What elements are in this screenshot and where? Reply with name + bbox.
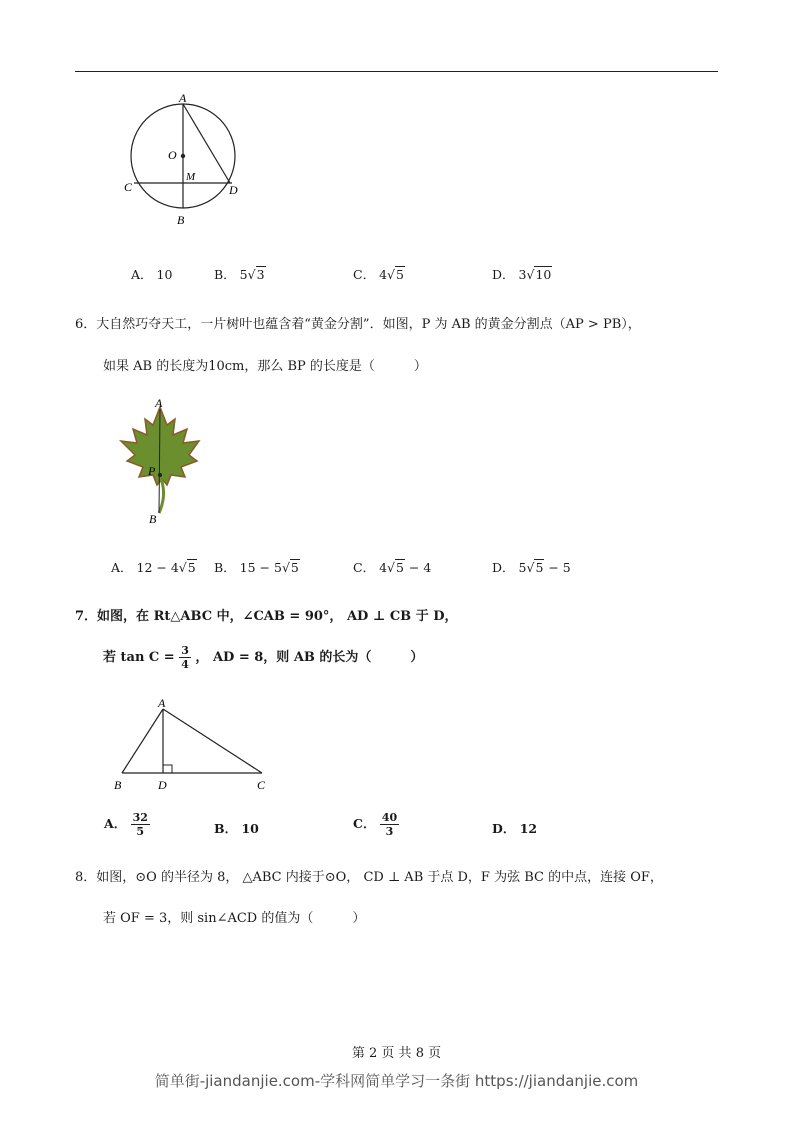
q8-line1: 8．如图，⊙O 的半径为 8， △ABC 内接于⊙O， CD ⊥ AB 于点 D，F 为弦 BC 的中点，连接 OF， bbox=[75, 870, 663, 885]
label-b: B bbox=[149, 512, 157, 526]
right-angle-mark bbox=[163, 765, 172, 773]
label-a: A bbox=[158, 696, 166, 710]
q6-number: 6． bbox=[75, 317, 97, 332]
q5-option-b[interactable]: B． 5√3 bbox=[214, 267, 265, 282]
q7-option-a[interactable]: A． $\frac{32}{5}$ bbox=[104, 811, 148, 838]
label-a: A bbox=[179, 91, 187, 105]
q7-option-d[interactable]: D． 12 bbox=[492, 821, 538, 836]
side-ab bbox=[122, 709, 163, 773]
label-c: C bbox=[257, 778, 266, 792]
q6-leaf-figure bbox=[115, 395, 210, 527]
q6-option-c[interactable]: C． 4√5 − 4 bbox=[353, 560, 432, 575]
q6-option-a[interactable]: A． 12 − 4√5 bbox=[111, 560, 196, 575]
q6-line2: 如果 AB 的长度为10cm，那么 BP 的长度是（ ） bbox=[103, 359, 427, 374]
watermark[interactable]: 简单街-jiandanjie.com-学科网简单学习一条街 https://jiandanjie.com bbox=[154, 1072, 639, 1090]
label-c: C bbox=[124, 180, 133, 194]
label-m: M bbox=[186, 171, 196, 183]
q6-option-b[interactable]: B． 15 − 5√5 bbox=[214, 560, 299, 575]
q6-option-d[interactable]: D． 5√5 − 5 bbox=[492, 560, 571, 575]
q5-circle-figure bbox=[118, 88, 258, 230]
label-a: A bbox=[155, 396, 163, 410]
tan-fraction: $\frac{3}{4}$ bbox=[181, 644, 189, 671]
q8-number: 8． bbox=[75, 870, 97, 885]
header-rule bbox=[75, 71, 718, 72]
label-d: D bbox=[229, 183, 238, 197]
page-number: 第 2 页 共 8 页 bbox=[351, 1046, 442, 1061]
q7-option-c[interactable]: C． $\frac{40}{3}$ bbox=[353, 811, 398, 838]
q7-line1: 7．如图，在 Rt△ABC 中，∠CAB = 90°， AD ⊥ CB 于 D， bbox=[75, 609, 458, 624]
q6-line1: 6．大自然巧夺天工，一片树叶也蕴含着“黄金分割”．如图，P 为 AB 的黄金分割点（AP > PB）， bbox=[75, 317, 641, 332]
q5-option-c[interactable]: C． 4√5 bbox=[353, 267, 404, 282]
q7-option-b[interactable]: B． 10 bbox=[214, 821, 259, 836]
q5-option-a[interactable]: A． 10 bbox=[131, 267, 173, 282]
label-d: D bbox=[158, 778, 167, 792]
label-p: P bbox=[148, 464, 156, 478]
side-ac bbox=[163, 709, 262, 773]
q8-line2: 若 OF = 3，则 sin∠ACD 的值为（ ） bbox=[103, 911, 366, 926]
label-b: B bbox=[114, 778, 122, 792]
q7-number: 7． bbox=[75, 609, 98, 624]
q7-triangle-figure bbox=[110, 695, 275, 793]
q5-option-d[interactable]: D． 3√10 bbox=[492, 267, 552, 282]
point-p bbox=[158, 473, 162, 477]
label-b: B bbox=[177, 213, 185, 227]
label-o: O bbox=[168, 148, 177, 162]
center-point bbox=[181, 154, 185, 158]
q7-line2: 若 tan C = $\frac{3}{4}$ ， AD = 8，则 AB 的长为（ ） bbox=[103, 644, 424, 671]
